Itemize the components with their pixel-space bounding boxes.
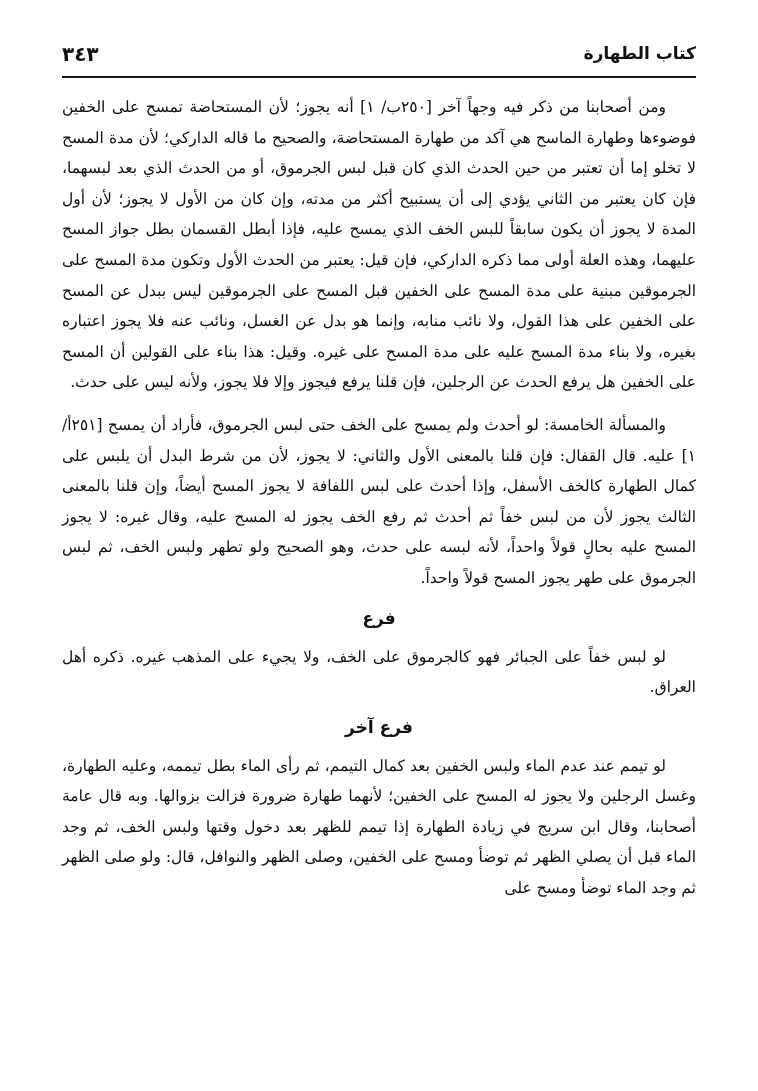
paragraph: لو تيمم عند عدم الماء ولبس الخفين بعد كمال التيمم، ثم رأى الماء بطل تيممه، وعليه الطهارة، وغسل الرجلين ولا يجوز له المسح على الخفين؛ لأنهما طهارة ضرورة فزالت بزوالها. وبه قال عامة أصحابنا، وقال ابن سريج في زيادة الطهارة إذا تيمم للظهر بعد دخول وقتها ولبس الخف، ثم وجد الماء قبل أن يصلي الظهر ثم توضأ ومسح على الخفين، وصلى الظهر والنوافل، قال: ولو صلى الظهر ثم وجد الماء توضأ ومسح على — [62, 756, 696, 898]
paragraph: لو لبس خفاً على الجبائر فهو كالجرموق على الخف، ولا يجيء على المذهب غيره. ذكره أهل العراق. — [62, 647, 696, 697]
paragraph: والمسألة الخامسة: لو أحدث ولم يمسح على الخف حتى لبس الجرموق، فأراد أن يمسح [٢٥١أ/ ١] عليه. قال القفال: فإن قلنا بالمعنى الأول والثاني: لا يجوز، لأن من شرط البدل أن يلبس على كمال الطهارة كالخف الأسفل، وإذا أحدث على لبس اللفافة لا يجوز المسح أيضاً، وإن قلنا بالمعنى الثالث يجوز لأن من لبس خفاً ثم أحدث ثم رفع الخف يجوز له المسح عليه، وقال غيره: لا يجوز المسح عليه بحالٍ قولاً واحداً، لأنه لبسه على حدث، وهو الصحيح ولو تطهر ولبس الخف، ثم لبس الجرموق على طهر يجوز المسح قولاً واحداً. — [62, 415, 696, 587]
section-heading: فرع — [362, 608, 396, 629]
page-header — [62, 40, 696, 78]
page-number: ٣٤٣ — [62, 42, 99, 66]
page-body — [62, 92, 696, 904]
section-heading: فرع آخر — [345, 717, 413, 738]
paragraph: ومن أصحابنا من ذكر فيه وجهاً آخر [٢٥٠ب/ ١] أنه يجوز؛ لأن المستحاضة تمسح على الخفين فوضوءها وطهارة الماسح هي آكد من طهارة المستحاضة، والصحيح ما قاله الداركي؛ لأن مدة المسح لا تخلو إما أن تعتبر من حين الحدث الذي كان قبل لبس الجرموق، أو من الحدث الذي بعد لبسهما، فإن كان يعتبر من الثاني يؤدي إلى أن يستبيح أكثر من مدته، وإن كان من الأول لا يجوز؛ لأن أول المدة لا يجوز أن يكون سابقاً للبس الخف الذي يمسح عليه، فإذا أبطل القسمان بطل جواز المسح عليهما، وهذه العلة أولى مما ذكره الداركي، فإن قيل: يعتبر من الحدث الأول وتكون مدة المسح على الجرموقين مبنية على مدة المسح على الخفين قبل المسح على الجرموقين ليس ببدل عن المسح على الخفين على هذا القول، ولا نائب منابه، وإنما هو بدل عن الغسل، ونائب عنه فلا يجوز اعتباره بغيره، ولا بناء مدة المسح عليه على مدة المسح على غيره. وقيل: هذا بناء على القولين أن المسح على الخفين هل يرفع الحدث عن الرجلين، فإن قلنا يرفع فيجوز وإلا فلا يجوز، ولأنه ليس على حدث. — [62, 98, 696, 392]
running-title: كتاب الطهارة — [583, 44, 696, 64]
